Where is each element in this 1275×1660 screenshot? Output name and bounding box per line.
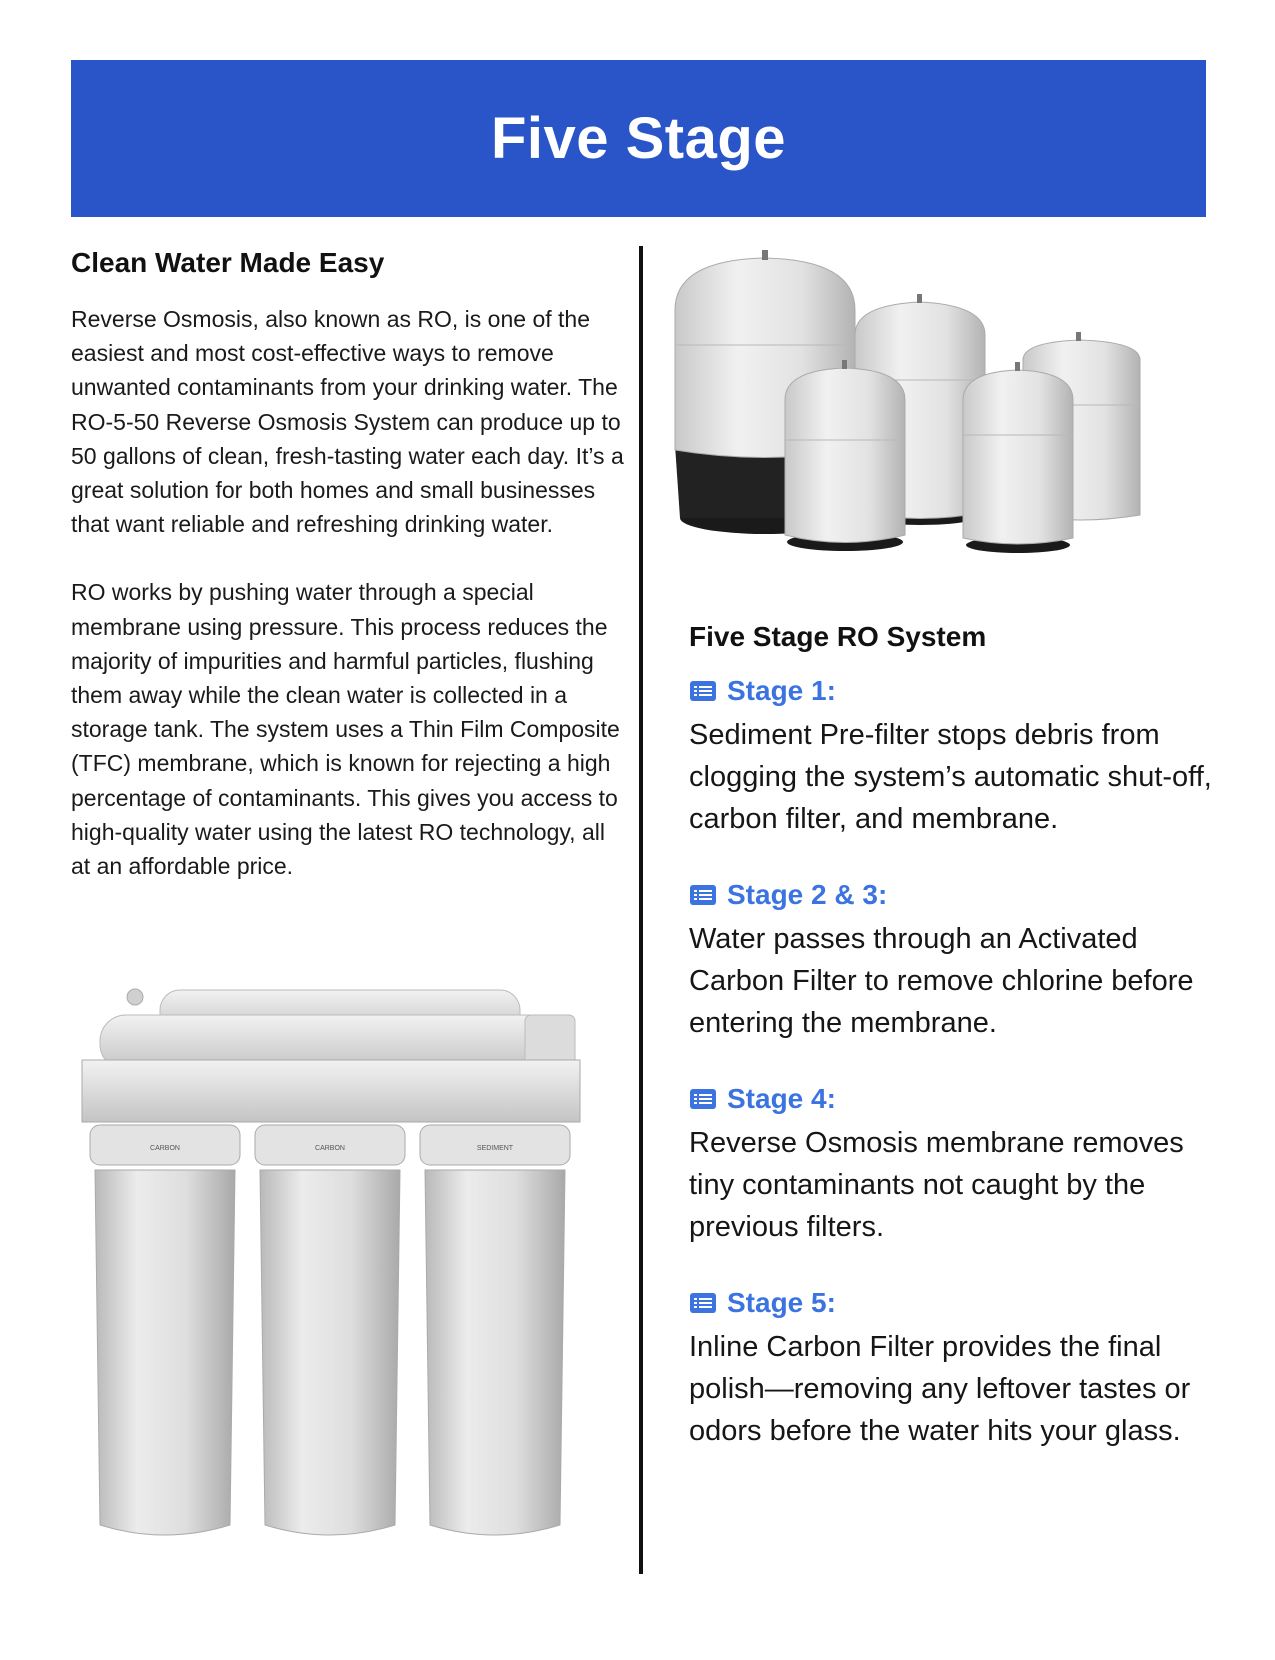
ro-filter-housings-image xyxy=(70,985,620,1555)
list-icon xyxy=(689,680,717,702)
filter-housing-1 xyxy=(90,1125,240,1535)
stage-4-label: Stage 4: xyxy=(727,1083,836,1114)
header-banner xyxy=(71,60,1206,217)
stage-4 xyxy=(689,1082,1234,1248)
list-icon xyxy=(689,1088,717,1110)
list-icon xyxy=(689,884,717,906)
intro-heading: Clean Water Made Easy xyxy=(71,247,385,278)
storage-tanks-image xyxy=(665,250,1185,555)
stage-2-3-description: Water passes through an Activated Carbon Filter to remove chlorine before entering the membrane. xyxy=(689,923,1194,1039)
stage-5-description: Inline Carbon Filter provides the final polish—removing any leftover tastes or odors before the water hits your glass. xyxy=(689,1331,1191,1447)
left-column xyxy=(71,246,626,917)
housing-label-3: SEDIMENT xyxy=(476,1145,514,1152)
list-icon xyxy=(689,1292,717,1314)
intro-paragraph-2: RO works by pushing water through a special membrane using pressure. This process reduces the majority of impurities and harmful particles, flushing them away while the clean water is collected in a storage tank. The system uses a Thin Film Composite (TFC) membrane, which is known for rejecting a high percentage of contaminants. This gives you access to high-quality water using the latest RO technology, all at an affordable price. xyxy=(71,579,620,880)
page-title: Five Stage xyxy=(490,106,787,171)
intro-paragraph-1: Reverse Osmosis, also known as RO, is one of the easiest and most cost-effective ways to remove unwanted contaminants from your drinking water. The RO-5-50 Reverse Osmosis System can produce up to 50 gallons of clean, fresh-tasting water each day. It’s a great solution for both homes and small businesses that want reliable and refreshing drinking water. xyxy=(71,306,624,538)
stage-1 xyxy=(689,674,1234,840)
filter-housing-2 xyxy=(255,1125,405,1535)
stage-1-label: Stage 1: xyxy=(727,675,836,706)
front-right-tank xyxy=(963,362,1073,553)
right-column xyxy=(689,620,1234,1490)
stage-5-label: Stage 5: xyxy=(727,1287,836,1318)
filter-housing-3 xyxy=(420,1125,570,1535)
mounting-bracket xyxy=(82,1060,580,1122)
stage-2-3 xyxy=(689,878,1234,1044)
column-divider xyxy=(639,246,643,1574)
front-left-tank xyxy=(785,360,905,551)
housing-label-1: CARBON xyxy=(150,1145,180,1152)
stage-2-3-label: Stage 2 & 3: xyxy=(727,879,888,910)
stage-4-description: Reverse Osmosis membrane removes tiny contaminants not caught by the previous filters. xyxy=(689,1127,1184,1243)
housing-label-2: CARBON xyxy=(315,1145,345,1152)
stage-1-description: Sediment Pre-filter stops debris from clogging the system’s automatic shut-off, carbon filter, and membrane. xyxy=(689,719,1212,835)
stages-heading: Five Stage RO System xyxy=(689,621,987,652)
stage-5 xyxy=(689,1286,1234,1452)
